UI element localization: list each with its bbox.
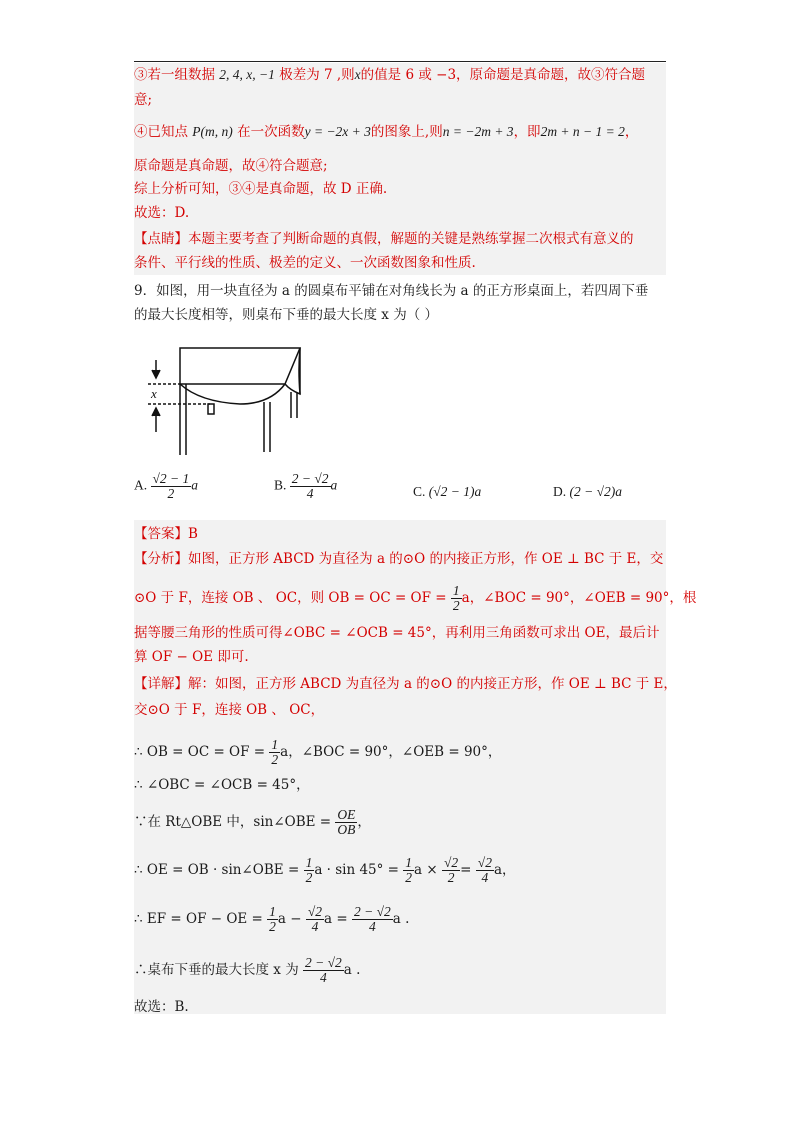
option-a[interactable]: A. $\frac{√2 - 1}{2}$ a [134, 471, 199, 501]
step-4: ∴ OE = OB · sin∠OBE = $\frac{1}{2}$ a · sin 45° = $\frac{1}{2}$ a × $\frac{√2}{2}$ = $\frac{√2}{4}$ a， [134, 855, 516, 885]
analysis-2: ⊙O 于 F，连接 OB 、 OC，则 OB = OC = OF = $\frac{1}{2}$ a，∠BOC = 90°，∠OEB = 90°，根 [134, 583, 697, 613]
analysis-4: 算 OF − OE 即可. [134, 649, 249, 665]
analysis-1: 【分析】如图，正方形 ABCD 为直径为 a 的⊙O 的内接正方形，作 OE ⊥ BC 于 E，交 [134, 551, 664, 567]
sol8-line-6: 故选：D. [134, 205, 190, 221]
q9-stem-1: 9．如图，用一块直径为 a 的圆桌布平铺在对角线长为 a 的正方形桌面上，若四周下垂 [134, 283, 649, 299]
option-d[interactable]: D. (2 − √2)a [553, 484, 623, 499]
sol8-note-2: 条件、平行线的性质、极差的定义、一次函数图象和性质. [134, 255, 476, 271]
figure-x-label: x [151, 386, 157, 401]
detail-1: 【详解】解：如图，正方形 ABCD 为直径为 a 的⊙O 的内接正方形，作 OE ⊥ BC 于 E， [134, 676, 677, 692]
q9-stem-2: 的最大长度相等，则桌布下垂的最大长度 x 为（ ） [134, 307, 438, 323]
option-b[interactable]: B. $\frac{2 - √2}{4}$ a [274, 471, 338, 501]
step-2: ∴ ∠OBC = ∠OCB = 45°， [134, 777, 310, 793]
analysis-3: 据等腰三角形的性质可得∠OBC = ∠OCB = 45°，再利用三角函数可求出 OE，最后计 [134, 625, 660, 641]
answer-line: 【答案】B [134, 526, 198, 542]
sol8-line-5: 综上分析可知，③④是真命题，故 D 正确. [134, 181, 388, 197]
sol8-line-1: ③若一组数据 2, 4, x, −1 极差为 7 ,则x的值是 6 或 −3，原命题是真命题，故③符合题 [134, 67, 646, 83]
step-5: ∴ EF = OF − OE = $\frac{1}{2}$ a − $\frac{√2}{4}$ a = $\frac{2 - √2}{4}$ a . [134, 904, 410, 934]
sol8-note-1: 【点睛】本题主要考查了判断命题的真假，解题的关键是熟练掌握二次根式有意义的 [134, 231, 634, 247]
step-6: ∴桌布下垂的最大长度 x 为 $\frac{2 - √2}{4}$ a . [134, 955, 361, 985]
top-rule [134, 61, 666, 62]
step-3: ∵在 Rt△OBE 中，sin∠OBE = $\frac{OE}{OB}$ ， [134, 807, 371, 837]
option-c[interactable]: C. (√2 − 1)a [413, 484, 482, 499]
sol8-line-3: ④已知点 P(m, n) 在一次函数y = −2x + 3的图象上,则n = −2m + 3，即2m + n − 1 = 2， [134, 124, 639, 140]
final-choice: 故选：B. [134, 999, 189, 1015]
sol8-line-2: 意; [134, 92, 153, 108]
detail-2: 交⊙O 于 F，连接 OB 、 OC， [134, 702, 325, 718]
table-tablecloth-figure [140, 340, 320, 460]
step-1: ∴ OB = OC = OF = $\frac{1}{2}$ a，∠BOC = 90°，∠OEB = 90°， [134, 737, 502, 767]
sol8-line-4: 原命题是真命题，故④符合题意; [134, 158, 328, 174]
